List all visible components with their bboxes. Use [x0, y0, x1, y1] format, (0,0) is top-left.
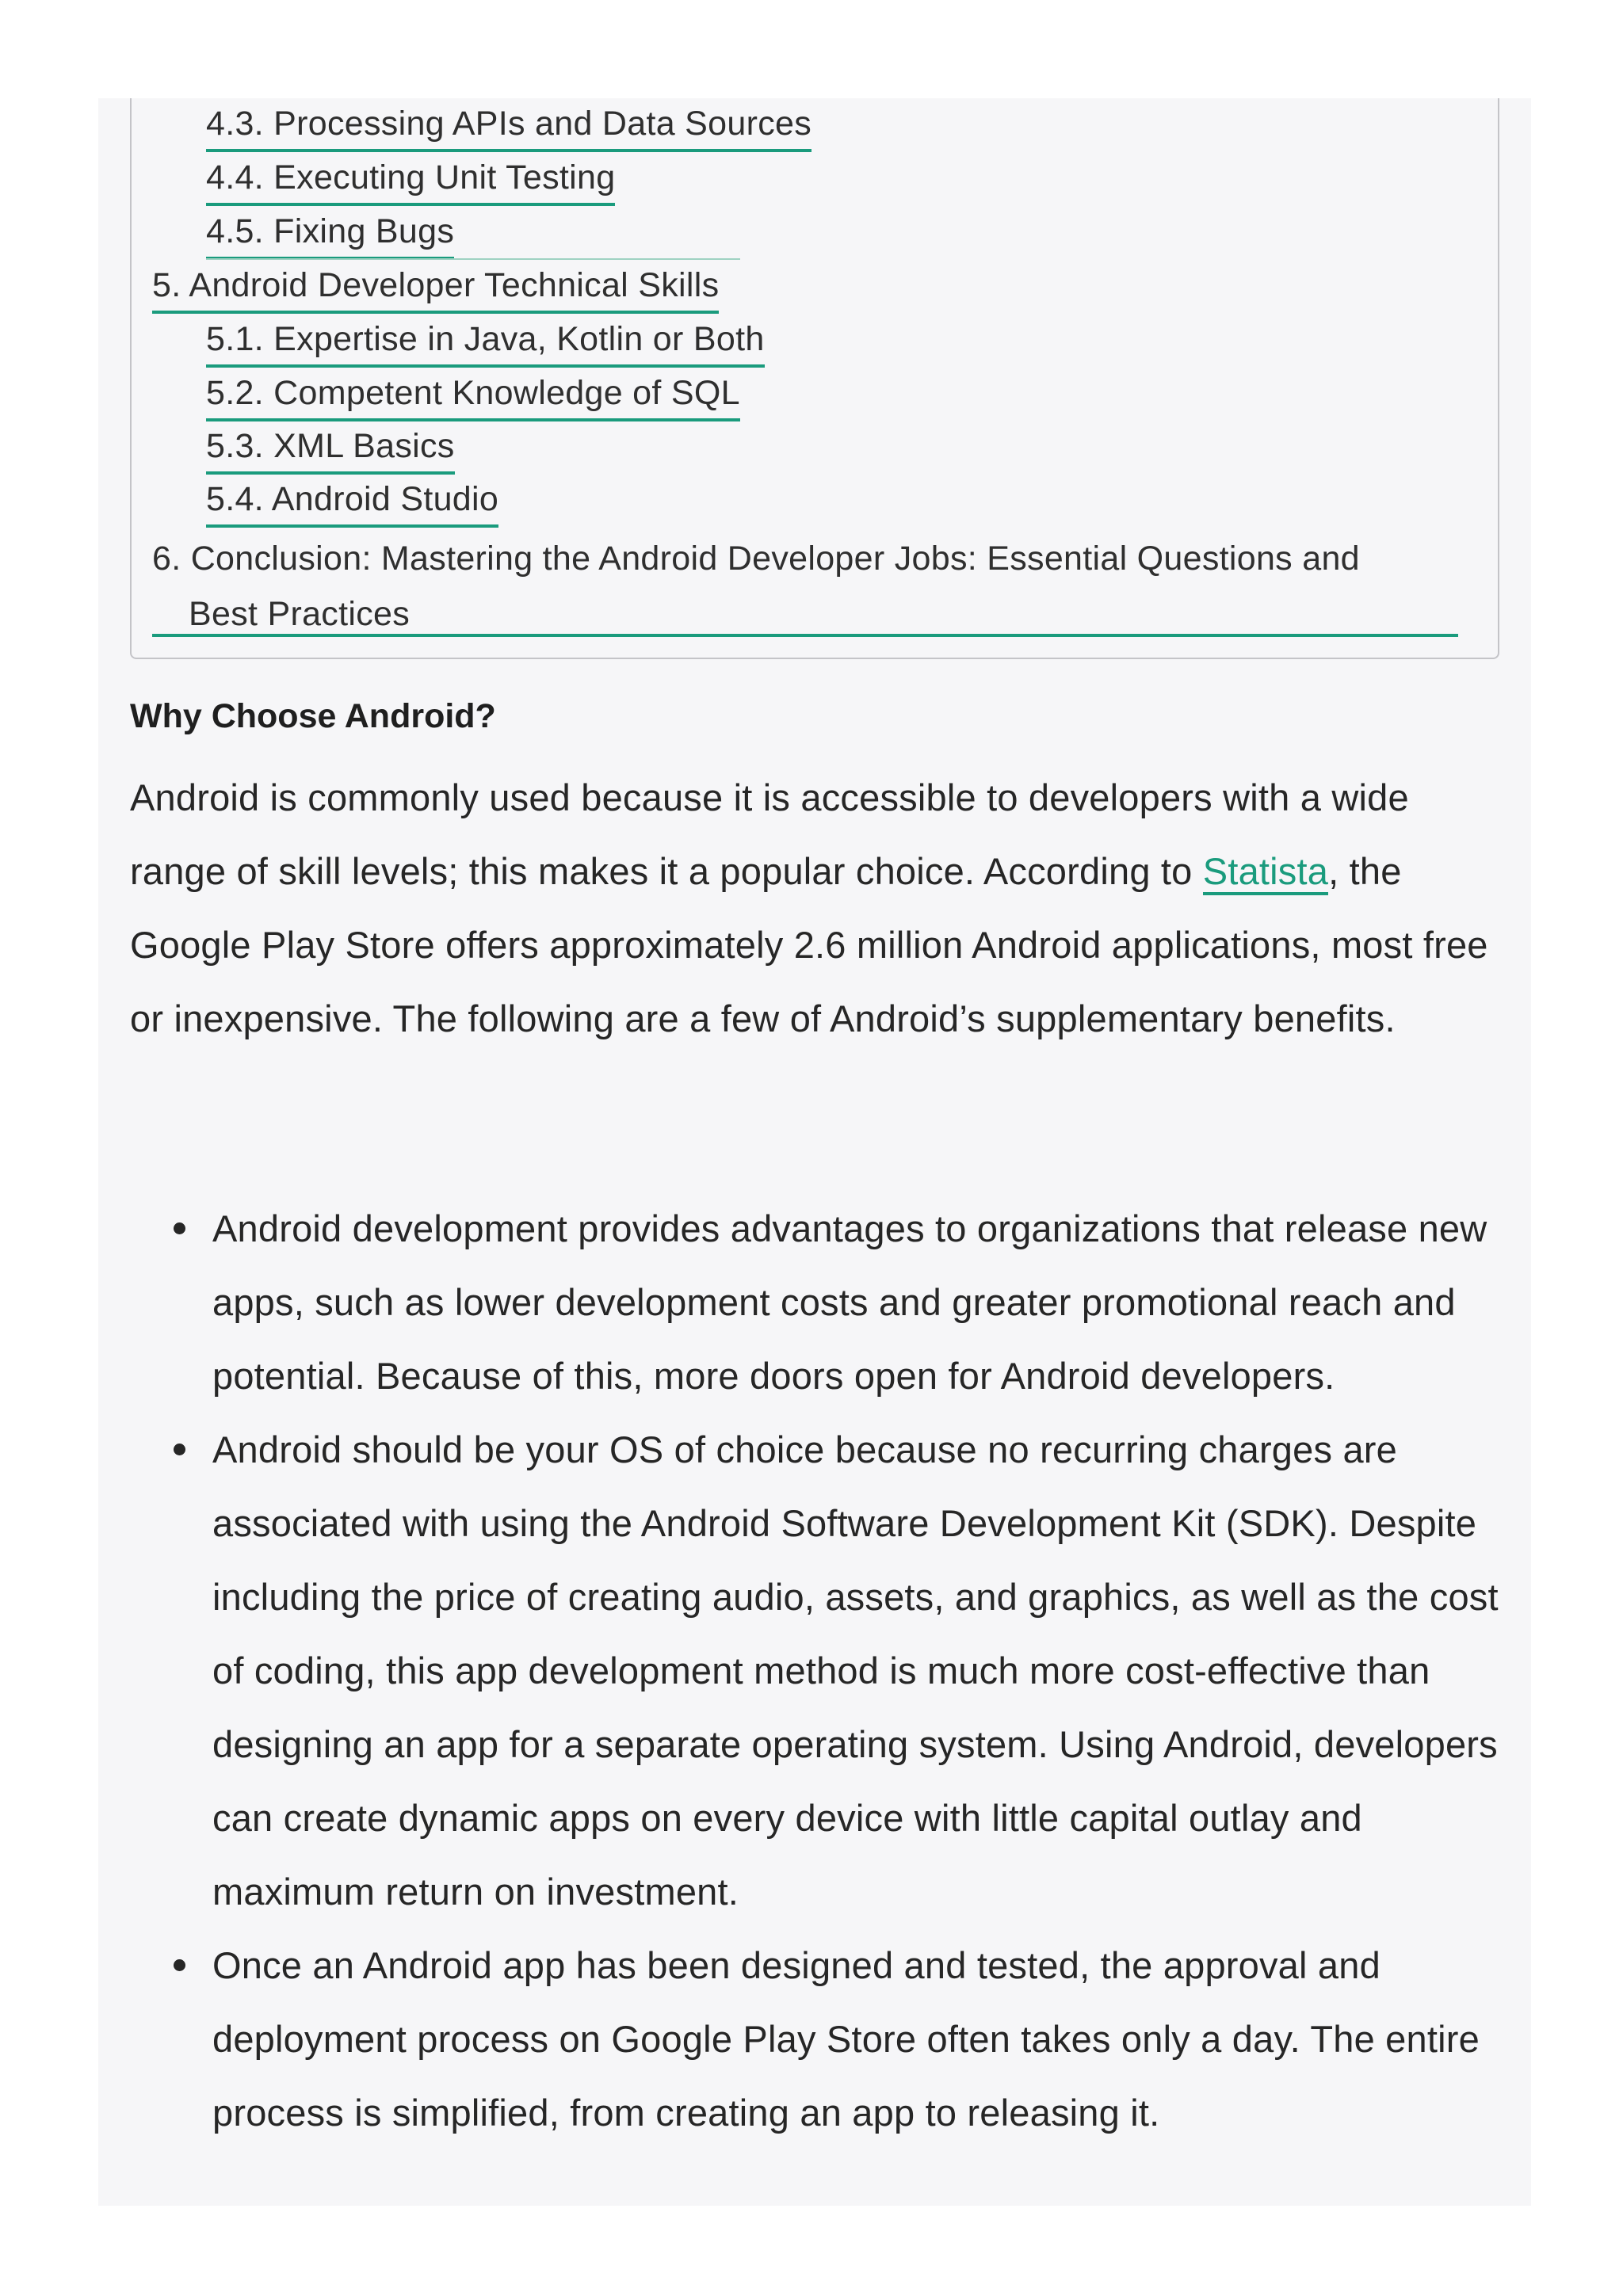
bullet-icon: [174, 1222, 185, 1234]
intro-paragraph: Android is commonly used because it is accessible to developers with a wide range of skill levels; this makes it a popular choice. According to Statista, the Google Play Store offers approximately 2.6 million Android applications, most free or inexpensive. The following are a few of Android’s supplementary benefits.: [130, 776, 1488, 1039]
toc-item-6-line1: 6. Conclusion: Mastering the Android Developer Jobs: Essential Questions and: [152, 540, 1360, 578]
toc-item-5-3[interactable]: 5.3. XML Basics: [206, 424, 455, 475]
list-item: Android should be your OS of choice because no recurring charges are associated with using the Android Software Development Kit (SDK). Despite including the price of creating audio, assets, and graphics, as well as the cost of coding, this app development method is much more cost-effective than designing an app for a separate operating system. Using Android, developers can create dynamic apps on every device with little capital outlay and maximum return on investment.: [130, 1413, 1509, 1928]
toc-item-6-conclusion[interactable]: [152, 531, 1458, 642]
benefits-list: [130, 1192, 1509, 2149]
bullet-icon: [174, 1959, 185, 1971]
toc-item-5-4[interactable]: 5.4. Android Studio: [206, 477, 498, 528]
list-item: Android development provides advantages to organizations that release new apps, such as lower development costs and greater promotional reach and potential. Because of this, more doors open for Android developers.: [130, 1192, 1509, 1413]
toc-item-6-underline: [152, 634, 1458, 637]
toc-item-4-3[interactable]: 4.3. Processing APIs and Data Sources: [206, 101, 812, 152]
toc-item-4-5[interactable]: 4.5. Fixing Bugs: [206, 209, 454, 260]
statista-link[interactable]: Statista: [1203, 850, 1328, 895]
list-item: Once an Android app has been designed and tested, the approval and deployment process on Google Play Store often takes only a day. The entire process is simplified, from creating an app to releasing it.: [130, 1928, 1509, 2149]
toc-item-5[interactable]: 5. Android Developer Technical Skills: [152, 263, 719, 314]
toc-item-5-2[interactable]: 5.2. Competent Knowledge of SQL: [206, 371, 740, 421]
toc-item-5-1[interactable]: 5.1. Expertise in Java, Kotlin or Both: [206, 317, 765, 368]
bullet-icon: [174, 1444, 185, 1455]
section-heading: Why Choose Android?: [130, 697, 496, 735]
toc-item-6-line2: Best Practices: [189, 595, 411, 633]
toc-divider: [206, 258, 740, 260]
toc-item-4-4[interactable]: 4.4. Executing Unit Testing: [206, 155, 615, 206]
